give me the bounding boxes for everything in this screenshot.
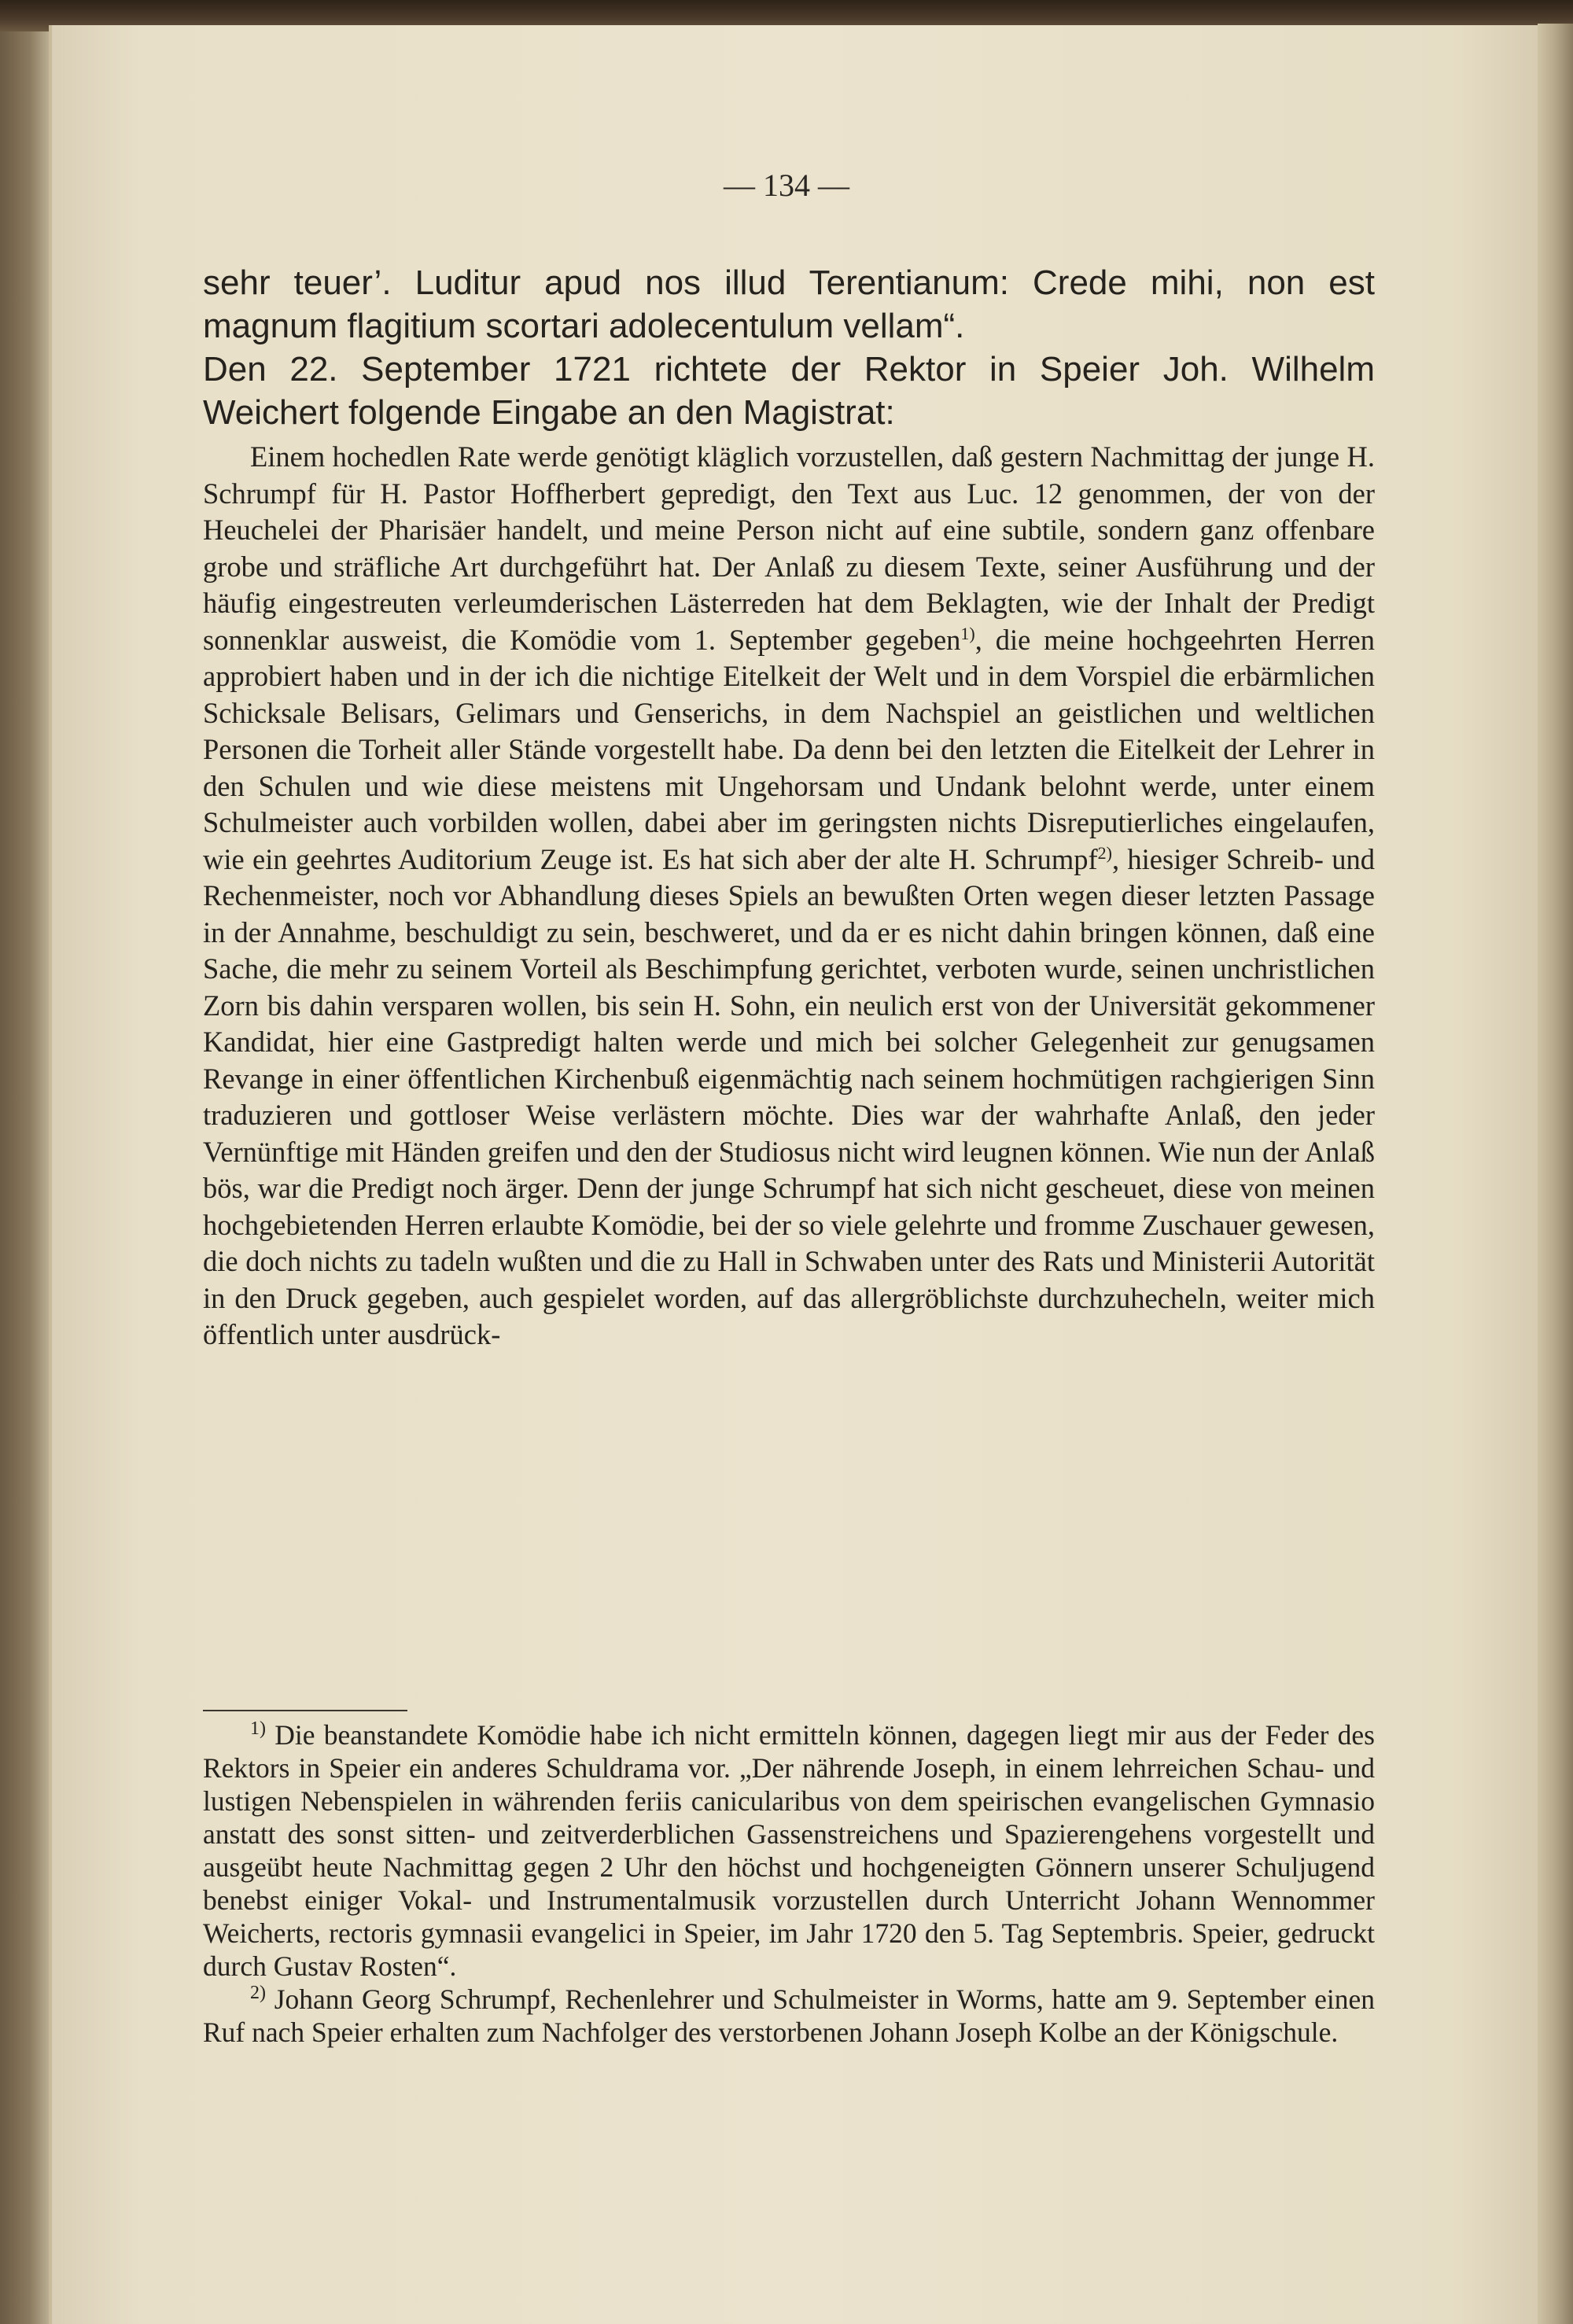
letter-part-2: , die meine hochgeehrten Herren approbiert haben und in der ich die nichtige Eitelkeit der Welt und in dem Vorspiel die erbärmlichen Schicksale Belisars, Gelimars und Genserichs, in dem Nachspiel an geistlichen und weltlichen Personen die Torheit aller Stände vorgestellt habe. Da denn bei den letzten die Eitelkeit der Lehrer in den Schulen und wie diese meistens mit Ungehorsam und Undank belohnt werde, unter einem Schulmeister auch vorbilden wollen, dabei aber im geringsten nichts Disreputierliches eingelaufen, wie ein geehrtes Auditorium Zeuge ist. Es hat sich aber der alte H. Schrumpf <box>203 623 1375 875</box>
paragraph-1: sehr teuer’. Luditur apud nos illud Terentianum: Crede mihi, non est magnum flagitium scortari adolecentulum vellam“. <box>203 263 1375 345</box>
page-number: — 134 — <box>724 168 849 203</box>
main-text <box>203 261 1375 1354</box>
paragraph-2: Den 22. September 1721 richtete der Rektor in Speier Joh. Wilhelm Weichert folgende Eingabe an den Magistrat: <box>203 350 1375 432</box>
letter-quote <box>203 439 1375 1354</box>
footnote-divider <box>203 1710 407 1711</box>
footnote-1-text: Die beanstandete Komödie habe ich nicht ermitteln können, dagegen liegt mir aus der Feder des Rektors in Speier ein anderes Schuldrama vor. „Der nährende Joseph, in einem lehrreichen Schau- und lustigen Nebenspielen in währenden feriis canicularibus von dem speirischen evangelischen Gymnasio anstatt des sonst sitten- und zeitverderblichen Gassenstreichens und Spazierengehens vorgestellt und ausgeübt heute Nachmittag gegen 2 Uhr den höchst und hochgeneigten Gönnern unserer Schuljugend benebst einiger Vokal- und Instrumentalmusik vorzustellen durch Unterricht Johann Wennommer Weicherts, rectoris gymnasii evangelici in Speier, im Jahr 1720 den 5. Tag Septembris. Speier, gedruckt durch Gustav Rosten“. <box>203 1719 1376 1982</box>
footnote-2-mark: 2) <box>250 1983 266 2004</box>
letter-part-3: , hiesiger Schreib- und Rechenmeister, noch vor Abhandlung dieses Spiels an bewußten Orten wegen dieser letzten Passage in der Annahme, beschuldigt zu sein, beschweret, und da er es nicht dahin bringen können, daß eine Sache, die mehr zu seinem Vorteil als Beschimpfung gerichtet, verboten wurde, seinen unchristlichen Zorn bis dahin versparen wollen, bis sein H. Sohn, ein neulich erst von der Universität gekommener Kandidat, hier eine Gastpredigt halten werde und mich bei solcher Gelegenheit zur genugsamen Revange in einer öffentlichen Kirchenbuß eigenmächtig nach seinem hochmütigen rachgierigen Sinn traduzieren und gottloser Weise verlästern möchte. Dies war der wahrhafte Anlaß, den jeder Vernünftige mit Händen greifen und den der Studiosus nicht wird leugnen können. Wie nun der Anlaß bös, war die Predigt noch ärger. Denn der junge Schrumpf hat sich nicht gescheuet, diese von meinen hochgebietenden Herren erlaubte Komödie, bei der so viele gelehrte und fromme Zuschauer gewesen, die doch nichts zu tadeln wußten und die zu Hall in Schwaben unter des Rats und Ministerii Autorität in den Druck gegeben, auch gespielet worden, auf das allergröblichste durchzuhecheln, weiter mich öffentlich unter ausdrück- <box>203 842 1375 1350</box>
letter-part-1: Einem hochedlen Rate werde genötigt kläglich vorzustellen, daß gestern Nachmittag der junge H. Schrumpf für H. Pastor Hoffherbert gepredigt, den Text aus Luc. 12 genommen, der von der Heuchelei der Pharisäer handelt, und meine Person nicht auf eine subtile, sondern ganz offenbare grobe und sträfliche Art durchgeführt hat. Der Anlaß zu diesem Texte, seiner Ausführung und der häufig eingestreuten verleumderischen Lästerreden hat dem Beklagten, wie der Inhalt der Predigt sonnenklar ausweist, die Komödie vom 1. September gegeben <box>203 440 1375 656</box>
footnote-2 <box>203 1983 1375 2049</box>
footnote-ref-2: 2) <box>1097 842 1112 863</box>
footnote-1 <box>203 1718 1375 1983</box>
book-gutter <box>0 31 49 2324</box>
footnotes <box>203 1718 1375 2049</box>
footnote-ref-1: 1) <box>960 623 975 643</box>
page-stack-edge <box>1538 24 1573 2324</box>
footnote-1-mark: 1) <box>250 1718 266 1740</box>
footnote-2-text: Johann Georg Schrumpf, Rechenlehrer und Schulmeister in Worms, hatte am 9. September einen Ruf nach Speier erhalten zum Nachfolger des verstorbenen Johann Joseph Kolbe an der Königschule. <box>203 1983 1376 2048</box>
